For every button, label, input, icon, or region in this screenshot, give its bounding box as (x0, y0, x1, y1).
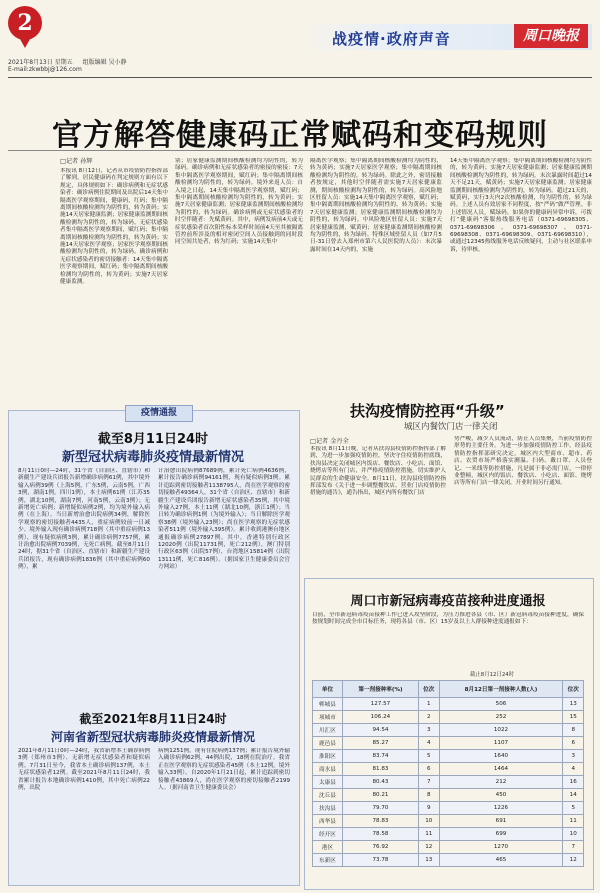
article2-col2: 势严峻，减少人员流动，防止人员集聚，当前疫情防控形势的主要任务。为进一步加强疫情防控工作，经县疫情防控指挥部研究决定，城区内大型商市、超市、药店、农贸市场严格落实测温、扫码、戴口罩、人员登记、一米线等防控措施，凡是属于非必需门店，一律停业整顿，城区内的饭店、餐饮店、小吃店、面馆、烧烤店等所有门店一律关闭，开业时间另行通知。 (454, 436, 592, 487)
table-cell: 商水县 (313, 763, 343, 776)
table-cell: 465 (439, 854, 563, 867)
table-row (313, 711, 584, 724)
bulletin-tag: 疫情通报 (125, 405, 193, 422)
table-cell: 经开区 (313, 828, 343, 841)
table-cell: 106.24 (342, 711, 418, 724)
table-cell: 川汇区 (313, 724, 343, 737)
henan-title: 河南省新型冠状病毒肺炎疫情最新情况 (50, 730, 255, 744)
table-cell: 78.58 (342, 828, 418, 841)
table-cell: 港区 (313, 841, 343, 854)
table-cell: 691 (439, 815, 563, 828)
table-cell: 1 (419, 698, 440, 711)
bulletin-title: 新型冠状病毒肺炎疫情最新情况 (61, 450, 244, 465)
table-row (313, 815, 584, 828)
table-cell: 1226 (439, 802, 563, 815)
table-cell: 212 (439, 776, 563, 789)
issue-date: 2021年8月13日 星期五 (8, 59, 73, 66)
article1-col2: 别；居家健康监测期间核酸检测均为阴性的，转为绿码。确诊病例和无症状感染者的密接的密接：7天集中隔离医学观察期间，赋红码；集中隔离期间核酸检测均为阴性的，转为绿码。境外来返人员：自入境之日起，14天集中隔离医学观察期，赋红码；集中隔离期间核酸检测均为阴性的，转为黄码；实施7天居家健康监测；居家健康监测期间核酸检测均为阴性的，转为绿码。确诊病例或无症状感染者的时空伴随者：先赋黄码。其中，病例发病前4天或无症状感染者首次阳性标本采样时间前4天至其被隔离管控前所涉及的相对密闭空间人员接触到的同时段同空间共处者，转为红码；实施14天集中 (175, 158, 303, 246)
vaccine-date-note: 截止8月12日24时 (470, 672, 515, 678)
table-cell: 1640 (439, 750, 563, 763)
table-cell: 85.27 (342, 737, 418, 750)
table-cell: 16 (563, 776, 584, 789)
table-cell: 11 (419, 828, 440, 841)
table-cell: 699 (439, 828, 563, 841)
table-cell: 西华县 (313, 815, 343, 828)
table-cell: 8 (419, 789, 440, 802)
table-cell: 9 (419, 802, 440, 815)
editor-credit: 组版编辑 吴小静 (82, 59, 127, 66)
table-row (313, 750, 584, 763)
article1-col3: 隔离医学观察；集中隔离期间核酸检测均为阴性的，转为黄码；实施7天居家医学观察；集中隔离期间核酸检测均为阴性的，转为绿码。除此之外，密切接触者按规定，其他时空伴随者需实施7天居家健康监测，期间核酸检测均为阴性的，转为绿码。高风险地区驻留人员：实施14天集中隔离医学观察，赋红码；集中隔离期间核酸检测均为阴性的，转为黄码；实施7天居家健康监测；居家健康监测期间核酸检测均为阴性的，转为绿码。中风险地区驻留人员：实施7天居家健康监测，赋黄码；居家健康监测期间核酸检测均为阴性的，转为绿码。特殊区域驻留人员（如7月5日-31日曾去入郑州市第六人民医院的人员）：末次暴露时间在14天内的，实施 (310, 158, 442, 253)
table-cell: 5 (419, 750, 440, 763)
table-cell: 11 (563, 815, 584, 828)
table-cell: 7 (419, 776, 440, 789)
table-cell: 94.54 (342, 724, 418, 737)
bulletin-col1: 8月11日0时—24时，31个省（自治区、直辖市）和新疆生产建设兵团报告新增确诊病例61例，其中境外输入病例39例（上海5例，广东5例，云南5例，广西3例，湖南1例，四川1例），本土病例61例（江苏35例，湖北10例，湖南7例，河南5例，云南3例）；无新增死亡病例；新增疑似病例2例，均为境外输入病例（在上海）。当日新增治愈出院病例34例，解除医学观察的密切接触者4435人，重症病例较前一日减少。境外输入现有确诊病例718例（其中重症病例13例），现有疑似病例3例，累计确诊病例7757例，累计治愈出院病例7039例，无死亡病例。截至8月11日24时，据31个省（自治区、直辖市）和新疆生产建设兵团报告，现有确诊病例1836例（其中重症病例60例），累 (18, 468, 150, 571)
top-divider (8, 77, 592, 78)
table-row (313, 698, 584, 711)
table-cell: 1022 (439, 724, 563, 737)
col-header: 位次 (563, 681, 584, 698)
table-cell: 73.78 (342, 854, 418, 867)
bulletin-col2: 计治愈出院病例87689例，累计死亡病例4636例，累计报告确诊病例94161例，现有疑似病例3例。累计追踪到密切接触者1138795人，尚在医学观察的密切接触者49364人。31个省（自治区、直辖市）和新疆生产建设兵团报告新增无症状感染者35例，其中境外输入27例，本土11例（湖北10例，浙江1例）；当日转为确诊病例1例（为境外输入）；当日解除医学观察38例（境外输入23例）；尚在医学观察的无症状感染者511例（境外输入395例）。累计收到港澳台地区通报确诊病例27897例。其中，香港特别行政区12020例（出院11731例，死亡212例），澳门特别行政区63例（出院57例），台湾地区15814例（出院13111例，死亡816例）。（据国家卫生健康委员会官方网站） (158, 468, 290, 571)
page-number: 2 (8, 6, 42, 40)
masthead-meta (8, 57, 134, 66)
table-cell: 1270 (439, 841, 563, 854)
table-cell: 7 (563, 841, 584, 854)
article1-col4: 14天集中隔离医学观察；集中隔离期间核酸检测均为阴性的，转为黄码；实施7天居家健康监测；居家健康监测期间核酸检测均为阴性的，转为绿码。末次暴露时间超过14天不足21天，赋黄码；实施7天居家健康监测；居家健康监测期间核酸检测均为阴性的，转为绿码。超过21天的，赋黄码，实行3天内2次核酸检测，均为阴性的，转为绿码。上述人员有效居家不同程度，按“严码”做严管理。非上述情况人员，赋绿码。如果你的健康码异常申诉，可拨打“健康码”客服热线服务电话（0371-69698305、0371-69698306、0371-69698307、0371-69698308、0371-69698309、0371-69698310），或通过12345热线服务电话反映疑问，主动与社区联系申诉，待审核。 (450, 158, 592, 253)
table-cell: 项城市 (313, 711, 343, 724)
table-cell: 太康县 (313, 776, 343, 789)
table-cell: 8 (563, 724, 584, 737)
table-cell: 东新区 (313, 854, 343, 867)
table-row (313, 776, 584, 789)
table-cell: 78.83 (342, 815, 418, 828)
brand-logo: 周口晚报 (514, 24, 588, 48)
section-title: 战疫情·政府声音 (332, 30, 451, 48)
table-cell: 4 (419, 737, 440, 750)
headline-divider (8, 150, 592, 151)
table-row (313, 841, 584, 854)
article2-title: 扶沟疫情防控再“升级” (350, 402, 505, 420)
table-cell: 3 (419, 724, 440, 737)
henan-col2: 病例1251例，现有住院病例137例；累计报告境外输入确诊病例62例，44例出院，18例在院治疗。我省正在医学观察的无症状感染者45例（本土12例，境外输入33例）。自2020年1月21日起，累计追踪到密切接触者43869人，尚在医学观察的密切接触者2199人。（据河南省卫生健康委员会） (158, 748, 290, 792)
table-cell: 450 (439, 789, 563, 802)
table-cell: 4 (563, 763, 584, 776)
vaccine-table-body (313, 698, 584, 867)
table-cell: 83.74 (342, 750, 418, 763)
table-row (313, 789, 584, 802)
article2-subtitle: 城区内餐饮门店一律关闭 (404, 422, 498, 432)
bulletin-title-date: 截至8月11日24时 (97, 432, 209, 447)
col-header: 位次 (419, 681, 440, 698)
table-cell: 5 (563, 802, 584, 815)
table-cell: 扶沟县 (313, 802, 343, 815)
table-cell: 2 (419, 711, 440, 724)
article1-col1: 本报讯 8月12日，记者从市疫情防控指挥部了解到，居民健康码在判定规则方面有以下规定，具体规则如下：确诊病例和无症状感染者：确诊病例住院期间及出院后14天集中隔离医学观察期间，健康码，红码；集中隔离期间核酸检测均为阴性的，转为黄码；实施14天居家健康监测；居家健康监测期间核酸检测均为阴性的，转为绿码。无症状感染者集中隔离医学观察期间，赋红码；集中隔离期间核酸检测均为阴性的，转为黄码；实施14天居家医学观察；居家医学观察期间核酸检测均为阴性的，转为绿码。确诊病例和无症状感染者的密切接触者：14天集中隔离医学观察期间，赋红码；集中隔离期间核酸检测均为阴性的，转为黄码；实施7天居家健康监测。 (60, 168, 168, 286)
article2-col1: 本报讯 8月11日晚，记者从扶沟县疫情防控指挥部了解到，为进一步加强疫情防控，坚决守住疫情防控底线，扶沟县决定关闭城区内饭店、餐饮店、小吃店、面馆、烧烤店等所有门店，并严格疫情防控措施，切实维护人民群众的生命健康安全。8月11日，扶沟县疫情防控指挥部发布《关于进一步调整餐饮店、营业门店疫情防控措施的通告》，通告指出，城区内所有餐饮门店 (310, 446, 446, 497)
table-row (313, 854, 584, 867)
table-cell: 14 (563, 789, 584, 802)
table-cell: 12 (563, 854, 584, 867)
col-header: 8月12日第一剂接种人数(人) (439, 681, 563, 698)
table-cell: 淮阳区 (313, 750, 343, 763)
table-cell: 沈丘县 (313, 789, 343, 802)
page-headline: 官方解答健康码正常赋码和变码规则 (52, 118, 548, 153)
table-header-row (313, 681, 584, 698)
table-row (313, 802, 584, 815)
email: E-mail:zkwbbj@126.com (8, 66, 82, 73)
table-cell: 80.43 (342, 776, 418, 789)
col-header: 单位 (313, 681, 343, 698)
vaccine-intro: 目前，全市新冠病毒疫苗接种工作已进入攻坚阶段，为压力推进各县（市、区）新冠病毒疫苗接种进度，确保按规划时间完成全市目标任务，现将各县（市、区）15岁及以上人群接种进度通报如下： (312, 612, 584, 626)
henan-title-date: 截至2021年8月11日24时 (79, 712, 227, 726)
vaccine-title: 周口市新冠病毒疫苗接种进度通报 (350, 594, 546, 609)
table-cell: 12 (419, 841, 440, 854)
table-cell: 506 (439, 698, 563, 711)
table-cell: 81.83 (342, 763, 418, 776)
table-cell: 76.92 (342, 841, 418, 854)
table-cell: 10 (419, 815, 440, 828)
table-row (313, 737, 584, 750)
henan-col1: 2021年8月11日0时—24时，我省新增本土确诊病例3例（郑州市3例）、无新增无症状感染者和疑似病例。7月31日至今，我省本土确诊病例137例，本土无症状感染者12例。截至2021年8月11日24时，我省累计报告本地确诊病例1410例，其中死亡病例22例，出院 (18, 748, 150, 792)
table-cell: 80.21 (342, 789, 418, 802)
table-cell: 13 (563, 698, 584, 711)
table-cell: 13 (419, 854, 440, 867)
article1-byline: □记者 孙辉 (60, 158, 93, 165)
table-row (313, 828, 584, 841)
table-cell: 1464 (439, 763, 563, 776)
table-cell: 3 (563, 750, 584, 763)
table-row (313, 763, 584, 776)
table-cell: 郸城县 (313, 698, 343, 711)
table-cell: 79.70 (342, 802, 418, 815)
article2-byline: □记者 金丹全 (310, 438, 349, 445)
table-cell: 1107 (439, 737, 563, 750)
table-cell: 127.57 (342, 698, 418, 711)
table-row (313, 724, 584, 737)
table-cell: 15 (563, 711, 584, 724)
table-cell: 252 (439, 711, 563, 724)
vaccine-table (312, 680, 584, 867)
table-cell: 6 (563, 737, 584, 750)
table-cell: 6 (419, 763, 440, 776)
table-cell: 10 (563, 828, 584, 841)
table-cell: 鹿邑县 (313, 737, 343, 750)
col-header: 第一剂接种率(%) (342, 681, 418, 698)
